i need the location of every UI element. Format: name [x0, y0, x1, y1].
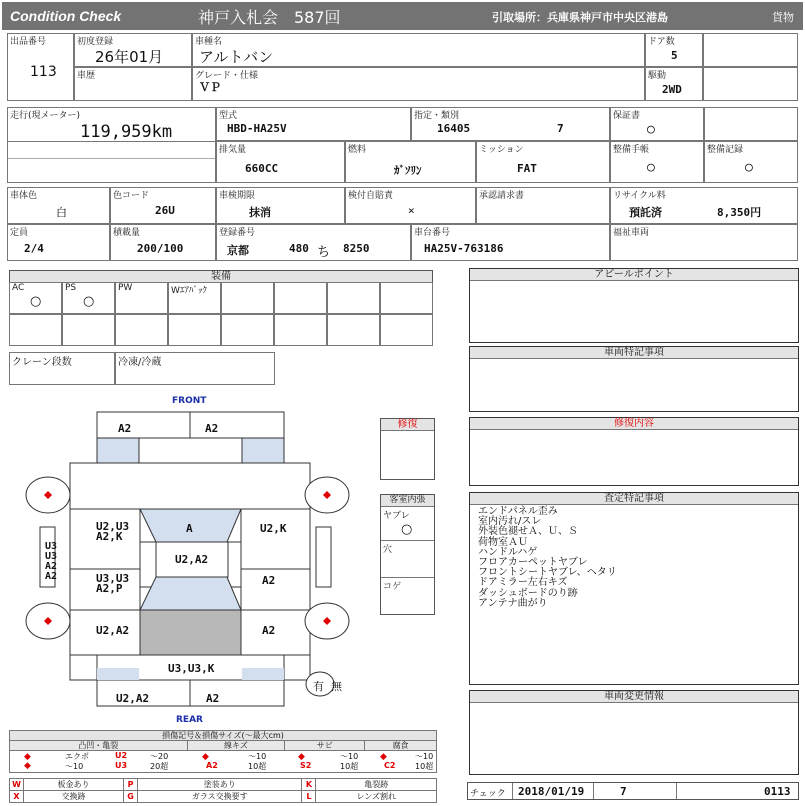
model: HBD-HA25V	[227, 122, 287, 135]
legend-group: 腐食	[365, 741, 437, 751]
body-color: 白	[56, 206, 67, 219]
code-symbol: K	[302, 779, 316, 791]
left-side-damage: U3 U3 A2 A2	[45, 541, 58, 582]
code-meaning: 板金あり	[24, 779, 124, 791]
code-symbol: P	[124, 779, 138, 791]
equipment-cell	[168, 282, 221, 314]
designation: 16405	[437, 122, 471, 135]
legend-title: 損傷記号＆損傷サイズ(〜最大cm)	[9, 730, 437, 741]
equipment-cell	[380, 282, 433, 314]
blank-box	[703, 67, 798, 101]
legend-symbols: ◆ エクボ U2 〜20 ◆ 〜10 ◆ 〜10 ◆ 〜10 ◆ 〜10 U3 20超 A2 S2 10超 10超 C2 10超	[9, 751, 437, 773]
fuel: ｶﾞｿﾘﾝ	[394, 164, 422, 177]
equipment-mark: ○	[83, 294, 95, 309]
load-box: 積載量 200/100	[110, 224, 216, 261]
equipment-cell	[327, 314, 380, 346]
divider	[381, 540, 434, 541]
tailgate-damage: U3,U3,K	[168, 662, 215, 675]
front-bumper-left-damage: A2	[118, 422, 132, 435]
equipment-label: PS	[65, 283, 77, 293]
maintenance-book: ○	[647, 160, 655, 175]
equipment-cell	[221, 314, 274, 346]
inspector-note: フロントシートヤブレ、ヘタリ	[478, 567, 617, 579]
notes-panel	[469, 346, 799, 412]
changes-panel	[469, 690, 799, 775]
spare-no: 無	[331, 680, 342, 693]
interior-title: 客室内張	[381, 495, 434, 507]
left-rear-damage: U3,U3 A2,P	[96, 572, 130, 595]
freezer-box: 冷凍/冷蔵	[115, 352, 275, 385]
header-bar	[2, 2, 803, 30]
model-box: 型式 HBD-HA25V	[216, 107, 411, 141]
divider	[512, 783, 513, 799]
equipment-label: PW	[118, 283, 133, 293]
equipment-cell	[115, 282, 168, 314]
check-date: 2018/01/19	[518, 785, 585, 798]
color-code: 26U	[155, 204, 175, 217]
auction-count: 587回	[294, 8, 341, 27]
cargo-area	[140, 610, 241, 655]
designation-box: 指定・類別 16405 7	[411, 107, 610, 141]
headlight-right	[242, 438, 284, 463]
rear-bumper-left-damage: U2,A2	[116, 692, 150, 705]
equipment-cell	[274, 282, 327, 314]
front-bumper-right-damage: A2	[205, 422, 219, 435]
history-box: 車歴	[74, 67, 192, 101]
mileage: 119,959km	[80, 122, 173, 142]
inspector-notes-list	[478, 507, 617, 609]
color-box: 車体色 白	[7, 187, 110, 224]
grade: ＶＰ	[199, 81, 221, 94]
rear-bumper-right-damage: A2	[206, 692, 220, 705]
displacement-box: 排気量 660CC	[216, 141, 345, 183]
doors: 5	[671, 49, 678, 62]
inspection-expiry: 抹消	[249, 206, 271, 219]
repair-detail-title: 修復内容	[470, 418, 798, 430]
right-side-strip	[316, 527, 331, 587]
capacity-box: 定員 2/4	[7, 224, 110, 261]
equipment-cell	[327, 282, 380, 314]
rust-icon: ◆	[298, 752, 305, 762]
inspector-note: 荷物室ＡＵ	[478, 536, 528, 548]
drive-box: 駆動 2WD	[645, 67, 703, 101]
insurance: ×	[408, 204, 415, 217]
code-symbol: W	[10, 779, 24, 791]
appeal-title: アピールポイント	[470, 269, 798, 281]
equipment-label: Wｴｱﾊﾞｯｸ	[171, 286, 207, 296]
recycle-fee: 8,350円	[717, 206, 762, 219]
equipment-cell	[62, 314, 115, 346]
equipment-cell	[9, 282, 62, 314]
chassis-box: 車台番号 HA25V-763186	[411, 224, 610, 261]
right-front-damage: U2,K	[260, 522, 287, 535]
mission-box: ミッション FAT	[476, 141, 610, 183]
code-symbol: X	[10, 791, 24, 803]
chassis-number: HA25V-763186	[424, 242, 504, 255]
equipment-mark: ○	[30, 294, 42, 309]
code-symbol: L	[302, 791, 316, 803]
code-meaning: 塗装あり	[138, 779, 302, 791]
maintenance-record: ○	[745, 160, 753, 175]
taillight-left	[97, 668, 139, 680]
dent-icon: ◆	[24, 752, 31, 762]
check-label: チェック	[470, 789, 506, 799]
rear-window	[140, 577, 241, 610]
equipment-cell	[221, 282, 274, 314]
legend-group: 凸凹・亀裂	[10, 741, 188, 751]
mission: FAT	[517, 162, 537, 175]
load-capacity: 200/100	[137, 242, 184, 255]
blank-box	[703, 33, 798, 67]
warranty: ○	[647, 122, 655, 137]
plate-box: 登録番号 京都 480 ち 8250	[216, 224, 411, 261]
maintenance-book-box: 整備手帳 ○	[610, 141, 704, 183]
recycle-status: 預託済	[629, 206, 662, 219]
spare-yes: 有	[313, 680, 324, 693]
divider	[593, 783, 594, 799]
mileage-box: 走行(現メーター) 119,959km	[7, 107, 216, 183]
equipment-cell	[380, 314, 433, 346]
check-footer	[467, 782, 799, 800]
corrosion-icon: ◆	[380, 752, 387, 762]
repair-title: 修復	[381, 419, 434, 431]
code-meaning: 交換跡	[24, 791, 124, 803]
color-code-box: 色コード 26U	[110, 187, 216, 224]
code-meaning: レンズ割れ	[316, 791, 437, 803]
divider	[381, 577, 434, 578]
equipment-cell	[115, 314, 168, 346]
divider	[8, 158, 215, 159]
recycle-box: リサイクル料 預託済 8,350円	[610, 187, 798, 224]
left-front-damage: U2,U3 A2,K	[96, 520, 130, 543]
equipment-cell	[62, 282, 115, 314]
pickup-location: 引取場所：兵庫県神戸市中央区港島	[492, 11, 668, 24]
right-rear-quarter	[241, 610, 310, 655]
brand: Condition Check	[10, 8, 122, 24]
lot-label: 出品番号	[10, 37, 47, 47]
inspector-note: ハンドルハゲ	[478, 546, 538, 558]
legend-group: サビ	[285, 741, 365, 751]
front-label: FRONT	[172, 396, 207, 406]
inspection-box: 車検期限 抹消	[216, 187, 345, 224]
doors-box: ドア数 5	[645, 33, 703, 67]
blank-box	[284, 655, 310, 680]
roof-damage: U2,A2	[175, 553, 209, 566]
divider	[676, 783, 677, 799]
equipment-cell	[168, 314, 221, 346]
check-code: 0113	[764, 785, 791, 798]
check-seq: 7	[620, 785, 627, 798]
code-meaning: 亀裂跡	[316, 779, 437, 791]
damage-legend	[9, 730, 437, 803]
changes-title: 車両変更情報	[470, 691, 798, 703]
windshield-damage: A	[186, 522, 193, 535]
right-rear-door	[241, 569, 310, 610]
lot-box	[7, 33, 74, 101]
blank-box	[70, 655, 97, 680]
code-meaning: ガラス交換要す	[138, 791, 302, 803]
blank-box	[704, 107, 798, 141]
inspector-note: ドアミラー左右キズ	[478, 577, 568, 589]
right-rear-damage: A2	[262, 574, 276, 587]
plate-number: 8250	[343, 242, 370, 255]
inspector-note: 室内汚れ/スレ	[478, 516, 542, 528]
legend-groups	[9, 741, 437, 751]
code-table	[9, 778, 437, 803]
displacement: 660CC	[245, 162, 279, 175]
dent-icon: ◆	[24, 761, 31, 771]
front-body	[70, 463, 310, 509]
taillight-right	[242, 668, 284, 680]
inspector-notes-panel	[469, 492, 799, 685]
vehicle-category: 貨物	[772, 11, 794, 24]
code-symbol: G	[124, 791, 138, 803]
drive: 2WD	[662, 83, 682, 96]
plate-class: 480	[289, 242, 309, 255]
first-registration: 26年01月	[95, 48, 164, 66]
right-front-door	[241, 509, 310, 569]
tear-mark: ○	[401, 522, 413, 537]
maintenance-record-box: 整備記録 ○	[704, 141, 798, 183]
equipment-label: AC	[12, 283, 25, 293]
equipment-cell	[274, 314, 327, 346]
fuel-box: 燃料 ｶﾞｿﾘﾝ	[345, 141, 476, 183]
car-name-box: 車種名 アルトバン	[192, 33, 645, 67]
capacity: 2/4	[24, 242, 44, 255]
legend-group: 線キズ	[188, 741, 286, 751]
first-reg-box: 初度登録 26年01月	[74, 33, 192, 67]
inspector-note: 外装色褪せＡ、Ｕ、Ｓ	[478, 526, 578, 538]
inspector-note: エンドパネル歪み	[478, 506, 558, 517]
car-name: アルトバン	[199, 48, 274, 66]
warranty-box: 保証書 ○	[610, 107, 704, 141]
repair-box	[380, 418, 435, 480]
welfare-box: 福祉車両	[610, 224, 798, 261]
claim-box: 承認請求書	[476, 187, 610, 224]
crane-box: クレーン段数	[9, 352, 115, 385]
scratch-icon: ◆	[202, 752, 209, 762]
notes-title: 車両特記事項	[470, 347, 798, 359]
equipment-cell	[9, 314, 62, 346]
insurance-box: 検付自賠責 ×	[345, 187, 476, 224]
auction-name: 神戸入札会	[198, 8, 279, 27]
inspector-note: ダッシュボードのり跡	[478, 587, 578, 599]
classification: 7	[557, 122, 564, 135]
divider	[8, 141, 215, 142]
left-back-damage: U2,A2	[96, 624, 130, 637]
equipment-title: 装備	[10, 271, 432, 283]
repair-detail-panel	[469, 417, 799, 486]
plate-region: 京都	[227, 244, 249, 257]
plate-kana: ち	[317, 245, 331, 260]
rear-label: REAR	[176, 715, 203, 725]
interior-box: 客室内張 ヤブレ ○ 穴 コゲ	[380, 494, 435, 615]
lot-number: 113	[30, 64, 57, 80]
appeal-panel	[469, 268, 799, 343]
headlight-left	[97, 438, 139, 463]
inspector-notes-title: 査定特記事項	[470, 493, 798, 505]
grade-box: グレード・仕様 ＶＰ	[192, 67, 645, 101]
inspector-note: フロアカーペットヤブレ	[478, 557, 588, 569]
inspector-note: アンテナ曲がり	[478, 597, 548, 609]
right-back-damage: A2	[262, 624, 276, 637]
